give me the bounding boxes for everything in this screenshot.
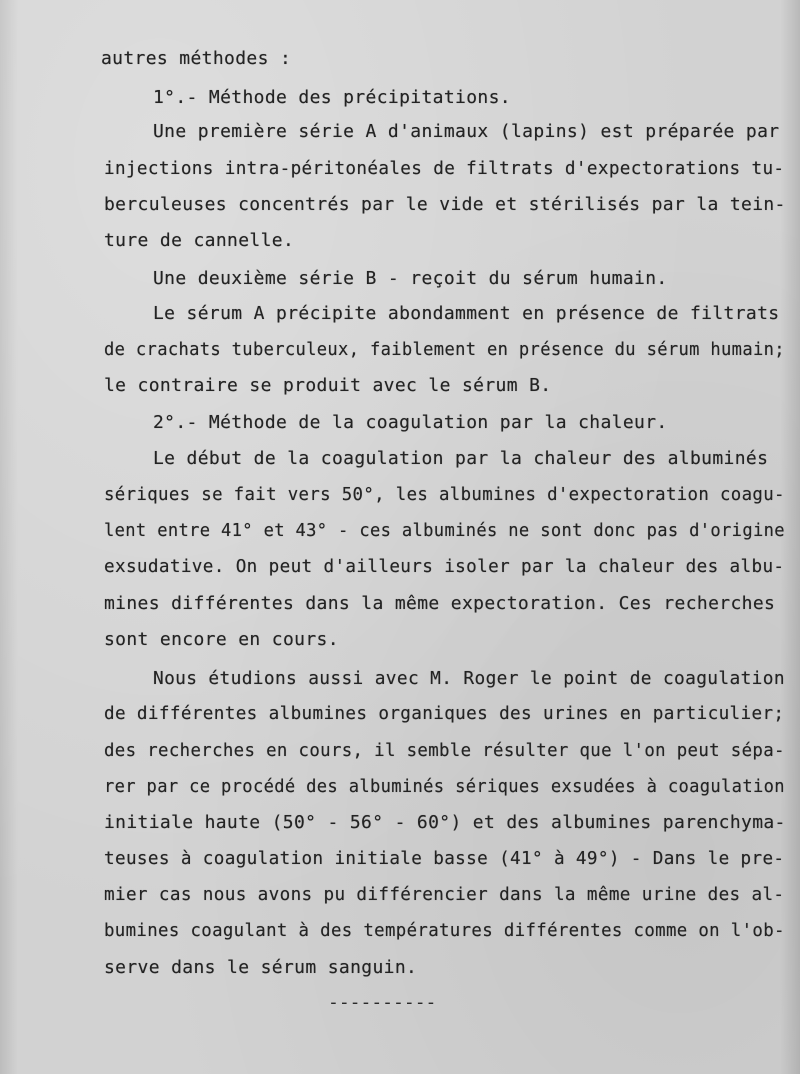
text-line: lent entre 41° et 43° - ces albuminés ne sont donc pas d'origine <box>104 520 785 541</box>
text-line: teuses à coagulation initiale basse (41° à 49°) - Dans le pre- <box>104 848 785 869</box>
text-line: sériques se fait vers 50°, les albumines d'expectoration coagu- <box>104 484 785 505</box>
text-line: serve dans le sérum sanguin. <box>104 957 418 978</box>
section-heading: 2°.- Méthode de la coagulation par la chaleur. <box>153 412 668 433</box>
text-line: initiale haute (50° - 56° - 60°) et des albumines parenchyma- <box>104 812 786 833</box>
text-line: injections intra-péritonéales de filtrats d'expectorations tu- <box>104 158 785 179</box>
text-line: ture de cannelle. <box>104 230 295 251</box>
text-line: autres méthodes : <box>101 48 292 69</box>
text-line: bumines coagulant à des températures différentes comme on l'ob- <box>104 920 785 941</box>
end-separator: ---------- <box>328 992 437 1013</box>
text-line: sont encore en cours. <box>104 629 339 650</box>
text-line: Nous étudions aussi avec M. Roger le point de coagulation <box>153 668 785 689</box>
text-line: Le début de la coagulation par la chaleur des albuminés <box>153 448 769 469</box>
text-line: Une première série A d'animaux (lapins) est préparée par <box>153 121 780 142</box>
text-line: mines différentes dans la même expectoration. Ces recherches <box>104 593 776 614</box>
text-line: mier cas nous avons pu différencier dans la même urine des al- <box>104 884 785 905</box>
text-line: de différentes albumines organiques des urines en particulier; <box>104 703 785 724</box>
text-line: des recherches en cours, il semble résulter que l'on peut sépa- <box>104 740 785 761</box>
text-line: de crachats tuberculeux, faiblement en présence du sérum humain; <box>104 339 785 360</box>
text-line: exsudative. On peut d'ailleurs isoler par la chaleur des albu- <box>104 556 785 577</box>
section-heading: 1°.- Méthode des précipitations. <box>153 87 511 108</box>
text-line: rer par ce procédé des albuminés sériques exsudées à coagulation <box>104 776 785 797</box>
text-line: Une deuxième série B - reçoit du sérum humain. <box>153 268 668 289</box>
text-line: berculeuses concentrés par le vide et stérilisés par la tein- <box>104 194 786 215</box>
text-line: Le sérum A précipite abondamment en présence de filtrats <box>153 303 780 324</box>
text-line: le contraire se produit avec le sérum B. <box>104 375 552 396</box>
